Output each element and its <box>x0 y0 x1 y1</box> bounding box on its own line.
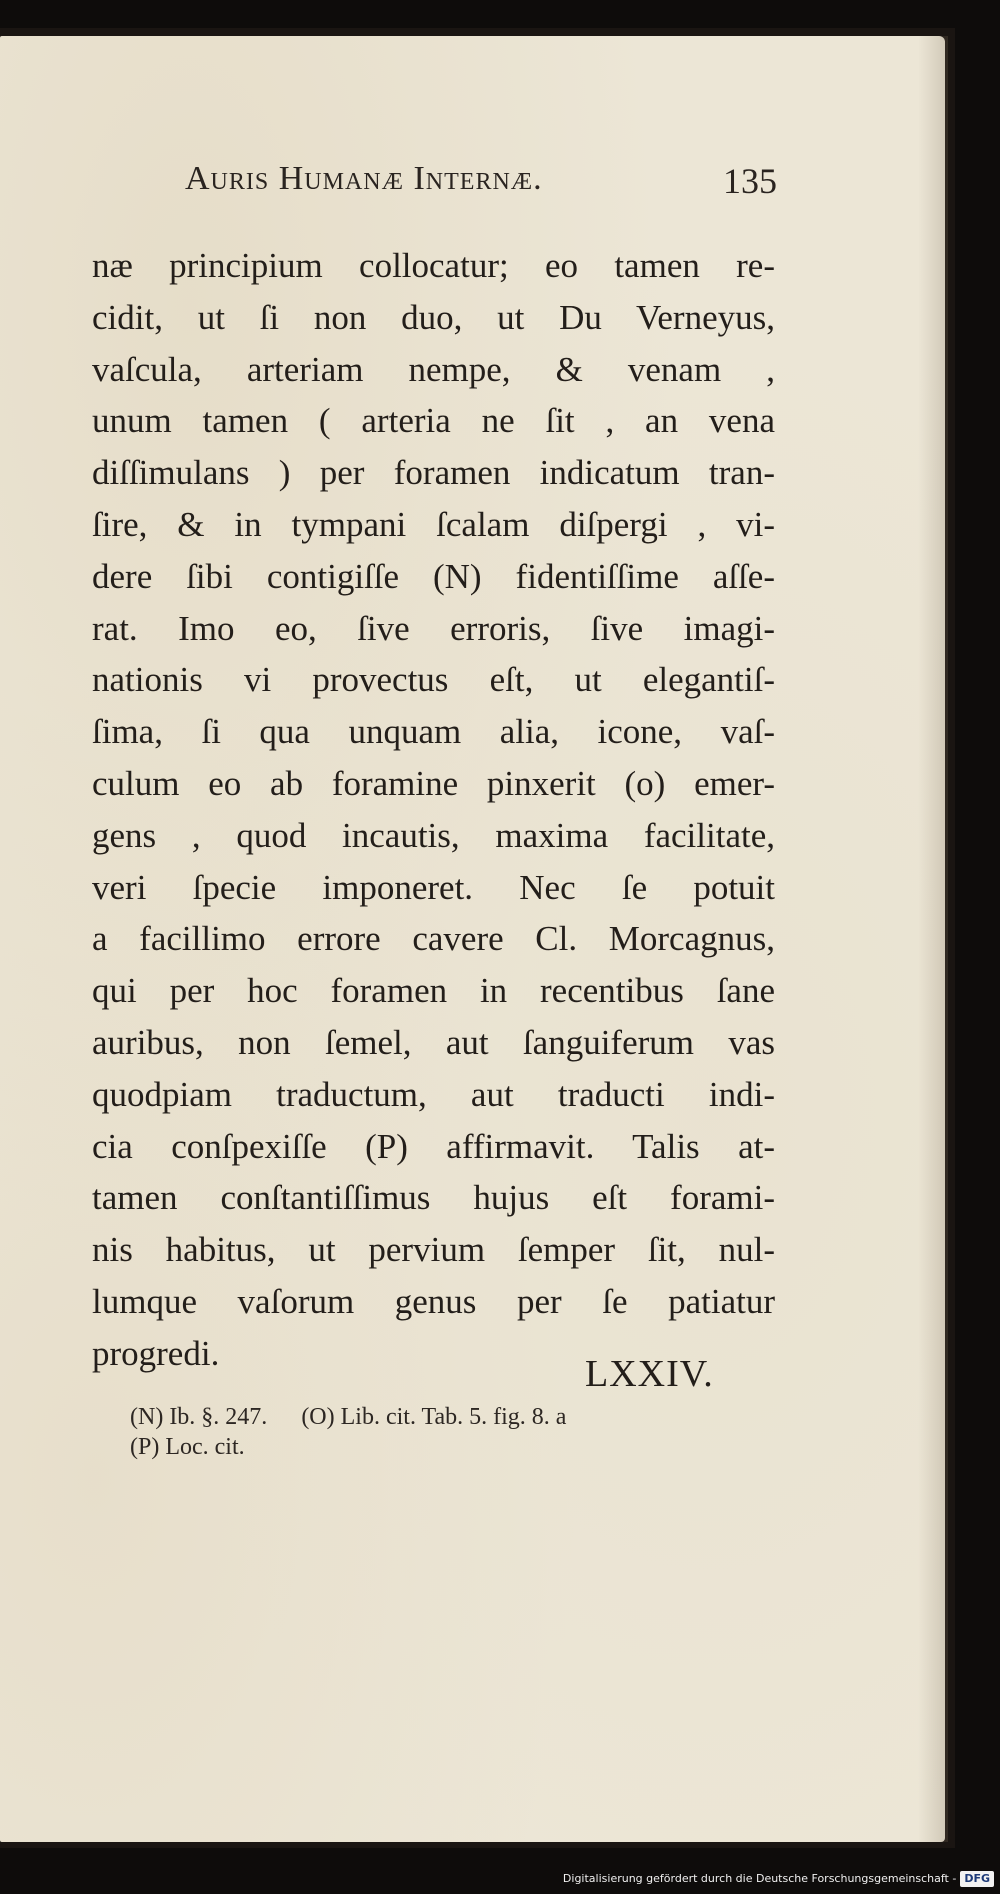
footnote-o: (O) Lib. cit. Tab. 5. fig. 8. a <box>301 1404 567 1430</box>
running-head: Auris Humanæ Internæ. <box>185 160 543 197</box>
text-line: cidit, ut ſi non duo, ut Du Verneyus, <box>92 297 775 337</box>
text-line: vaſcula, arteriam nempe, & venam , <box>92 349 775 389</box>
text-line: lumque vaſorum genus per ſe patiatur <box>92 1281 775 1321</box>
text-line: rat. Imo eo, ſive erroris, ſive imagi- <box>92 608 775 648</box>
text-line: ſire, & in tympani ſcalam diſpergi , vi- <box>92 504 775 544</box>
text-line: næ principium collocatur; eo tamen re- <box>92 246 775 285</box>
text-line: veri ſpecie imponeret. Nec ſe potuit <box>92 867 775 907</box>
text-line: nationis vi provectus eſt, ut elegantiſ- <box>92 660 775 700</box>
text-line: nis habitus, ut pervium ſemper ſit, nul- <box>92 1230 775 1270</box>
footnote-line <box>130 1402 780 1432</box>
credit-text: Digitalisierung gefördert durch die Deutsche Forschungsgemeinschaft - <box>562 1872 957 1885</box>
text-line: a facillimo errore cavere Cl. Morcagnus, <box>92 919 775 959</box>
page-edge-shadow <box>918 36 948 1842</box>
text-line: unum tamen ( arteria ne ſit , an vena <box>92 401 775 441</box>
text-line: dere ſibi contigiſſe (N) fidentiſſime aſſe- <box>92 556 775 596</box>
text-line: ſima, ſi qua unquam alia, icone, vaſ- <box>92 712 775 752</box>
section-catchword: LXXIV. <box>585 1353 714 1395</box>
footnotes <box>130 1402 780 1462</box>
text-line: auribus, non ſemel, aut ſanguiferum vas <box>92 1022 775 1062</box>
text-line: tamen conſtantiſſimus hujus eſt forami- <box>92 1178 775 1218</box>
text-line: culum eo ab foramine pinxerit (o) emer- <box>92 763 775 803</box>
text-line: diſſimulans ) per foramen indicatum tran- <box>92 453 775 493</box>
digitization-credit <box>563 1870 994 1888</box>
dfg-logo: DFG <box>960 1871 994 1887</box>
text-line: qui per hoc foramen in recentibus ſane <box>92 971 775 1011</box>
footnote-line <box>130 1432 780 1462</box>
page-number: 135 <box>723 161 777 201</box>
text-line: gens , quod incautis, maxima facilitate, <box>92 815 775 855</box>
footnote-n: (N) Ib. §. 247. <box>130 1404 268 1430</box>
page-header <box>185 160 777 210</box>
text-line: cia conſpexiſſe (P) affirmavit. Talis at- <box>92 1126 775 1166</box>
text-line: progredi. <box>92 1333 220 1373</box>
body-text <box>92 240 775 1380</box>
footnote-p: (P) Loc. cit. <box>130 1434 245 1460</box>
text-line: quodpiam traductum, aut traducti indi- <box>92 1074 775 1114</box>
